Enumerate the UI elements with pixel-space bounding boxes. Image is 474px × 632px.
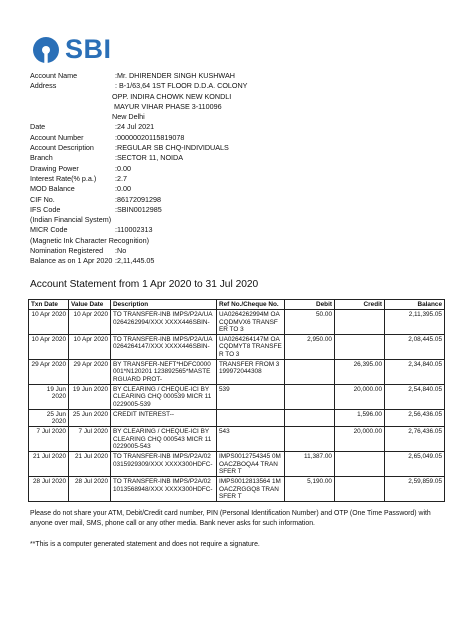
ref-cell — [217, 409, 285, 427]
balance-cell: 2,11,395.05 — [385, 310, 445, 335]
credit-cell — [335, 310, 385, 335]
ref-cell: 539 — [217, 384, 285, 409]
detail-value: :No — [115, 246, 127, 256]
value-date-cell: 25 Jun 2020 — [69, 409, 111, 427]
detail-row — [30, 225, 247, 235]
detail-label: MICR Code — [30, 225, 68, 235]
detail-row — [30, 184, 247, 194]
debit-cell — [285, 384, 335, 409]
detail-row — [30, 246, 247, 256]
detail-row — [30, 92, 247, 102]
debit-cell: 11,387.00 — [285, 452, 335, 477]
bank-name: SBI — [65, 34, 112, 64]
detail-value: :86172091298 — [115, 194, 161, 204]
transactions-table — [28, 299, 445, 502]
detail-row — [30, 256, 247, 266]
description-cell: BY CLEARING / CHEQUE-ICI BY CLEARING CHQ 000539 MICR 110229005-539 — [111, 384, 217, 409]
ref-cell: TRANSFER FROM 3199972044308 — [217, 360, 285, 385]
column-header: Debit — [285, 300, 335, 310]
detail-value: :0.00 — [115, 163, 131, 173]
column-header: Description — [111, 300, 217, 310]
detail-label: (Magnetic Ink Character Recognition) — [30, 235, 150, 245]
detail-label: CIF No. — [30, 194, 55, 204]
detail-value: :0.00 — [115, 184, 131, 194]
table-row — [29, 360, 445, 385]
txn-date-cell: 10 Apr 2020 — [29, 335, 69, 360]
detail-row — [30, 81, 247, 91]
detail-label: Nomination Registered — [30, 246, 104, 256]
value-date-cell: 29 Apr 2020 — [69, 360, 111, 385]
description-cell: BY CLEARING / CHEQUE-ICI BY CLEARING CHQ 000543 MICR 110229005-543 — [111, 427, 217, 452]
ref-cell: 543 — [217, 427, 285, 452]
detail-row — [30, 112, 247, 122]
table-header-row — [29, 300, 445, 310]
column-header: Ref No./Cheque No. — [217, 300, 285, 310]
description-cell: TO TRANSFER-INB IMPS/P2A/UA0264264147/XXX XXXX446SBIN- — [111, 335, 217, 360]
table-row — [29, 427, 445, 452]
security-notice: Please do not share your ATM, Debit/Credit card number, PIN (Personal Identification Number) and OTP (One Time Password) with anyone over mail, SMS, phone call or any other media. Bank never asks for such information. — [30, 510, 431, 527]
detail-label: IFS Code — [30, 204, 61, 214]
table-row — [29, 452, 445, 477]
detail-row — [30, 174, 247, 184]
value-date-cell: 28 Jul 2020 — [69, 477, 111, 502]
txn-date-cell: 7 Jul 2020 — [29, 427, 69, 452]
detail-label: Balance as on 1 Apr 2020 — [30, 256, 113, 266]
detail-label: Drawing Power — [30, 163, 79, 173]
value-date-cell: 19 Jun 2020 — [69, 384, 111, 409]
detail-value: :Mr. DHIRENDER SINGH KUSHWAH — [115, 71, 235, 80]
txn-date-cell: 25 Jun 2020 — [29, 409, 69, 427]
detail-label: Account Description — [30, 143, 94, 153]
value-date-cell: 10 Apr 2020 — [69, 310, 111, 335]
detail-value: : B-1/63,64 1ST FLOOR D.D.A. COLONY — [115, 81, 248, 91]
credit-cell — [335, 477, 385, 502]
detail-value: :SBIN0012985 — [115, 204, 162, 214]
credit-cell: 1,596.00 — [335, 409, 385, 427]
detail-label: Interest Rate(% p.a.) — [30, 173, 97, 183]
column-header: Balance — [385, 300, 445, 310]
debit-cell — [285, 427, 335, 452]
balance-cell: 2,54,840.05 — [385, 384, 445, 409]
detail-value: :00000020115819078 — [115, 132, 185, 142]
table-row — [29, 335, 445, 360]
column-header: Txn Date — [29, 300, 69, 310]
txn-date-cell: 28 Jul 2020 — [29, 477, 69, 502]
value-date-cell: 10 Apr 2020 — [69, 335, 111, 360]
balance-cell: 2,34,840.05 — [385, 360, 445, 385]
detail-row — [30, 236, 247, 246]
balance-cell: 2,59,859.05 — [385, 477, 445, 502]
txn-date-cell: 19 Jun 2020 — [29, 384, 69, 409]
credit-cell: 20,000.00 — [335, 384, 385, 409]
detail-label: (Indian Financial System) — [30, 215, 112, 225]
detail-value: New Delhi — [112, 112, 145, 122]
column-header: Credit — [335, 300, 385, 310]
detail-value: :SECTOR 11, NOIDA — [115, 153, 184, 163]
description-cell: BY TRANSFER-NEFT*HDFC0000001*N120201 123892565*MASTERGUARD PROT- — [111, 360, 217, 385]
detail-row — [30, 195, 247, 205]
detail-label: MOD Balance — [30, 184, 75, 194]
balance-cell: 2,08,445.05 — [385, 335, 445, 360]
credit-cell: 20,000.00 — [335, 427, 385, 452]
value-date-cell: 7 Jul 2020 — [69, 427, 111, 452]
debit-cell: 2,950.00 — [285, 335, 335, 360]
ref-cell: UA0264262994M OACQDMVX6 TRANSFER TO 3 — [217, 310, 285, 335]
column-header: Value Date — [69, 300, 111, 310]
sbi-logo — [32, 34, 112, 65]
detail-row — [30, 143, 247, 153]
ref-cell: UA0264264147M OACQDMYT8 TRANSFER TO 3 — [217, 335, 285, 360]
detail-value: OPP. INDIRA CHOWK NEW KONDLI — [112, 91, 232, 101]
detail-row — [30, 71, 247, 81]
detail-row — [30, 153, 247, 163]
detail-label: Address — [30, 81, 57, 91]
detail-value: :24 Jul 2021 — [115, 122, 155, 132]
detail-row — [30, 122, 247, 132]
description-cell: TO TRANSFER-INB IMPS/P2A/UA0264262994/XXX XXXX446SBIN- — [111, 310, 217, 335]
detail-row — [30, 102, 247, 112]
balance-cell: 2,65,049.05 — [385, 452, 445, 477]
detail-label: Date — [30, 122, 46, 132]
description-cell: TO TRANSFER-INB IMPS/P2A/021013568948/XXX XXXX300HDFC- — [111, 477, 217, 502]
txn-date-cell: 29 Apr 2020 — [29, 360, 69, 385]
detail-row — [30, 205, 247, 215]
table-row — [29, 310, 445, 335]
credit-cell — [335, 452, 385, 477]
detail-label: Branch — [30, 153, 53, 163]
balance-cell: 2,56,436.05 — [385, 409, 445, 427]
table-row — [29, 409, 445, 427]
table-row — [29, 477, 445, 502]
value-date-cell: 21 Jul 2020 — [69, 452, 111, 477]
debit-cell — [285, 360, 335, 385]
detail-row — [30, 215, 247, 225]
detail-value: :2,11,445.05 — [115, 256, 155, 266]
account-details — [30, 71, 247, 267]
sbi-keyhole-icon — [32, 36, 60, 64]
statement-title: Account Statement from 1 Apr 2020 to 31 Jul 2020 — [30, 279, 259, 290]
detail-value: :2.7 — [115, 173, 127, 183]
debit-cell: 5,190.00 — [285, 477, 335, 502]
txn-date-cell: 10 Apr 2020 — [29, 310, 69, 335]
ref-cell: IMPS0012813564 1MOACZRGGQ8 TRANSFER T — [217, 477, 285, 502]
detail-value: MAYUR VIHAR PHASE 3-110096 — [114, 101, 222, 111]
detail-row — [30, 164, 247, 174]
detail-value: :REGULAR SB CHQ-INDIVIDUALS — [115, 143, 229, 153]
debit-cell — [285, 409, 335, 427]
detail-label: Account Name — [30, 71, 78, 80]
description-cell: CREDIT INTEREST-- — [111, 409, 217, 427]
detail-value: :110002313 — [115, 225, 153, 235]
footer-note: **This is a computer generated statement and does not require a signature. — [30, 541, 260, 548]
balance-cell: 2,76,436.05 — [385, 427, 445, 452]
detail-row — [30, 133, 247, 143]
credit-cell: 26,395.00 — [335, 360, 385, 385]
credit-cell — [335, 335, 385, 360]
detail-label: Account Number — [30, 132, 84, 142]
txn-date-cell: 21 Jul 2020 — [29, 452, 69, 477]
description-cell: TO TRANSFER-INB IMPS/P2A/020315929309/XXX XXXX300HDFC- — [111, 452, 217, 477]
ref-cell: IMPS0012754345 0MOACZBOQA4 TRANSFER T — [217, 452, 285, 477]
debit-cell: 50.00 — [285, 310, 335, 335]
table-row — [29, 384, 445, 409]
